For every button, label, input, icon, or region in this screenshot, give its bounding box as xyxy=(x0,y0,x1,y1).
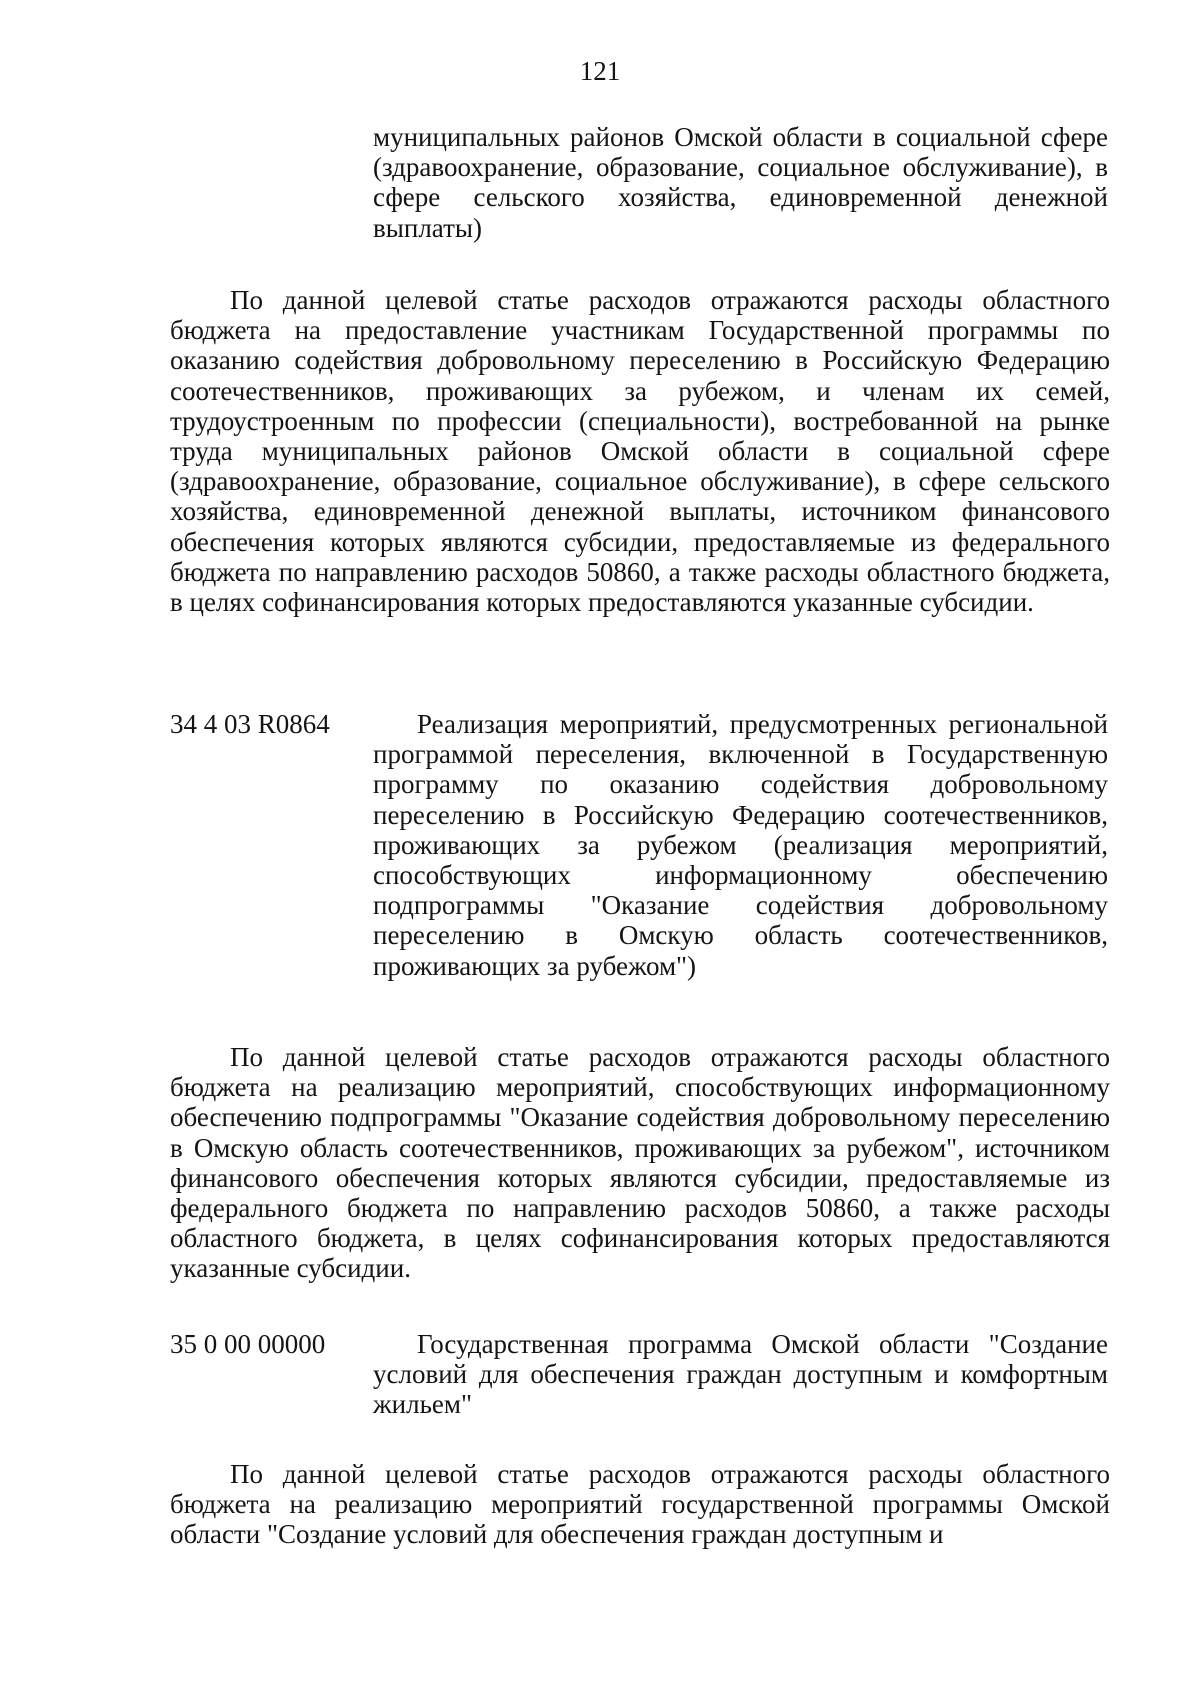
paragraph-description-1: По данной целевой статье расходов отражаются расходы областного бюджета на предоставление участникам Государственной программы по оказанию содействия добровольному переселению в Российскую Федерацию соотечественников, проживающих за рубежом, и членам их семей, трудоустроенным по профессии (специальности), востребованной на рынке труда муниципальных районов Омской области в социальной сфере (здравоохранение, образование, социальное обслуживание), в сфере сельского хозяйства, единовременной денежной выплаты, источником финансового обеспечения которых являются субсидии, предоставляемые из федерального бюджета по направлению расходов 50860, а также расходы областного бюджета, в целях софинансирования которых предоставляются указанные субсидии. xyxy=(170,285,1110,618)
paragraph-description-2: По данной целевой статье расходов отражаются расходы областного бюджета на реализацию мероприятий, способствующих информационному обеспечению подпрограммы "Оказание содействия добровольному переселению в Омскую область соотечественников, проживающих за рубежом", источником финансового обеспечения которых являются субсидии, предоставляемые из федерального бюджета по направлению расходов 50860, а также расходы областного бюджета, в целях софинансирования которых предоставляются указанные субсидии. xyxy=(170,1042,1110,1284)
intro-continuation-text: муниципальных районов Омской области в социальной сфере (здравоохранение, образование, социальное обслуживание), в сфере сельского хозяйства, единовременной денежной выплаты) xyxy=(373,122,1108,243)
budget-code-description-3: Государственная программа Омской области "Создание условий для обеспечения граждан доступным и комфортным жильем" xyxy=(373,1329,1108,1420)
page-number: 121 xyxy=(579,56,621,86)
budget-code-35-0-00-00000: 35 0 00 00000 xyxy=(170,1329,326,1359)
paragraph-description-3: По данной целевой статье расходов отражаются расходы областного бюджета на реализацию мероприятий государственной программы Омской области "Создание условий для обеспечения граждан доступным и xyxy=(170,1459,1110,1550)
budget-code-description-2: Реализация мероприятий, предусмотренных региональной программой переселения, включенной в Государственную программу по оказанию содействия добровольному переселению в Российскую Федерацию соотечественников, проживающих за рубежом (реализация мероприятий, способствующих информационному обеспечению подпрограммы "Оказание содействия добровольному переселению в Омскую область соотечественников, проживающих за рубежом") xyxy=(373,709,1108,981)
budget-code-34-4-03-R0864: 34 4 03 R0864 xyxy=(170,709,330,739)
